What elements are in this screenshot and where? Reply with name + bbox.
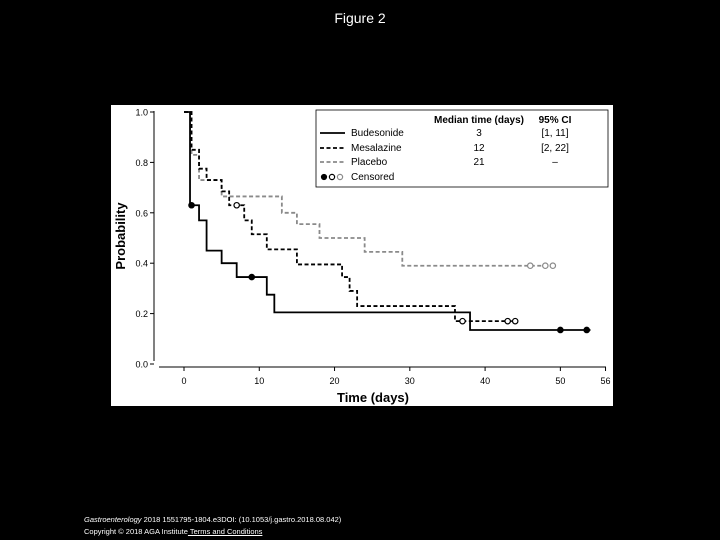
legend-label-mesalazine: Mesalazine [351,143,402,154]
censored-marker-placebo [528,263,533,268]
legend-label-censored: Censored [351,172,395,183]
censored-marker-budesonide [558,327,563,332]
x-tick-label: 30 [404,376,415,386]
y-axis-label: Probability [113,202,128,270]
censored-marker-budesonide [584,327,589,332]
legend-header-ci: 95% CI [538,115,572,126]
x-ticks [181,367,610,386]
x-axis-label: Time (days) [336,390,410,405]
x-tick-label: 20 [329,376,340,386]
legend-ci-mesalazine: [2, 22] [541,143,569,154]
legend-ci-budesonide: [1, 11] [541,128,569,139]
footer-copyright: Copyright © 2018 AGA Institute [84,527,188,536]
footer-citation: 2018 1551795-1804.e3DOI: (10.1053/j.gastro.2018.08.042) [141,515,342,524]
legend-label-budesonide: Budesonide [351,128,404,139]
terms-link[interactable]: Terms and Conditions [187,527,263,536]
legend-median-mesalazine: 12 [473,143,485,154]
footer-copyright-line [84,526,341,538]
legend-median-budesonide: 3 [476,128,482,139]
x-tick-label: 50 [555,376,566,386]
figure-panel [111,105,613,406]
x-tick-label: 56 [600,376,611,386]
legend [316,110,608,187]
censored-marker-budesonide [189,203,194,208]
footer-citation-line [84,514,341,526]
legend-label-placebo: Placebo [351,157,388,168]
legend-censored-marker-2 [329,174,334,179]
km-chart [111,105,613,406]
legend-header-median: Median time (days) [433,115,525,126]
y-tick-label: 0.2 [135,309,148,320]
page-title: Figure 2 [334,10,386,26]
censored-marker-mesalazine [505,318,510,323]
censored-marker-placebo [543,263,548,268]
censored-marker-placebo [550,263,555,268]
censored-marker-budesonide [249,274,254,279]
legend-median-placebo: 21 [473,157,485,168]
censored-marker-mesalazine [234,203,239,208]
y-ticks [135,108,154,370]
x-tick-label: 10 [254,376,265,386]
y-tick-label: 0.4 [135,258,148,269]
legend-ci-placebo: – [552,157,558,168]
footer-journal: Gastroenterology [84,515,142,524]
y-tick-label: 1.0 [135,107,148,118]
legend-censored-marker-1 [321,174,326,179]
legend-censored-marker-3 [337,174,342,179]
censored-marker-mesalazine [513,318,518,323]
y-tick-label: 0.8 [135,157,148,168]
x-tick-label: 0 [181,376,187,386]
footer [84,514,341,538]
y-tick-label: 0.0 [135,359,148,370]
x-tick-label: 40 [480,376,491,386]
y-tick-label: 0.6 [135,208,148,219]
censored-marker-mesalazine [460,318,465,323]
